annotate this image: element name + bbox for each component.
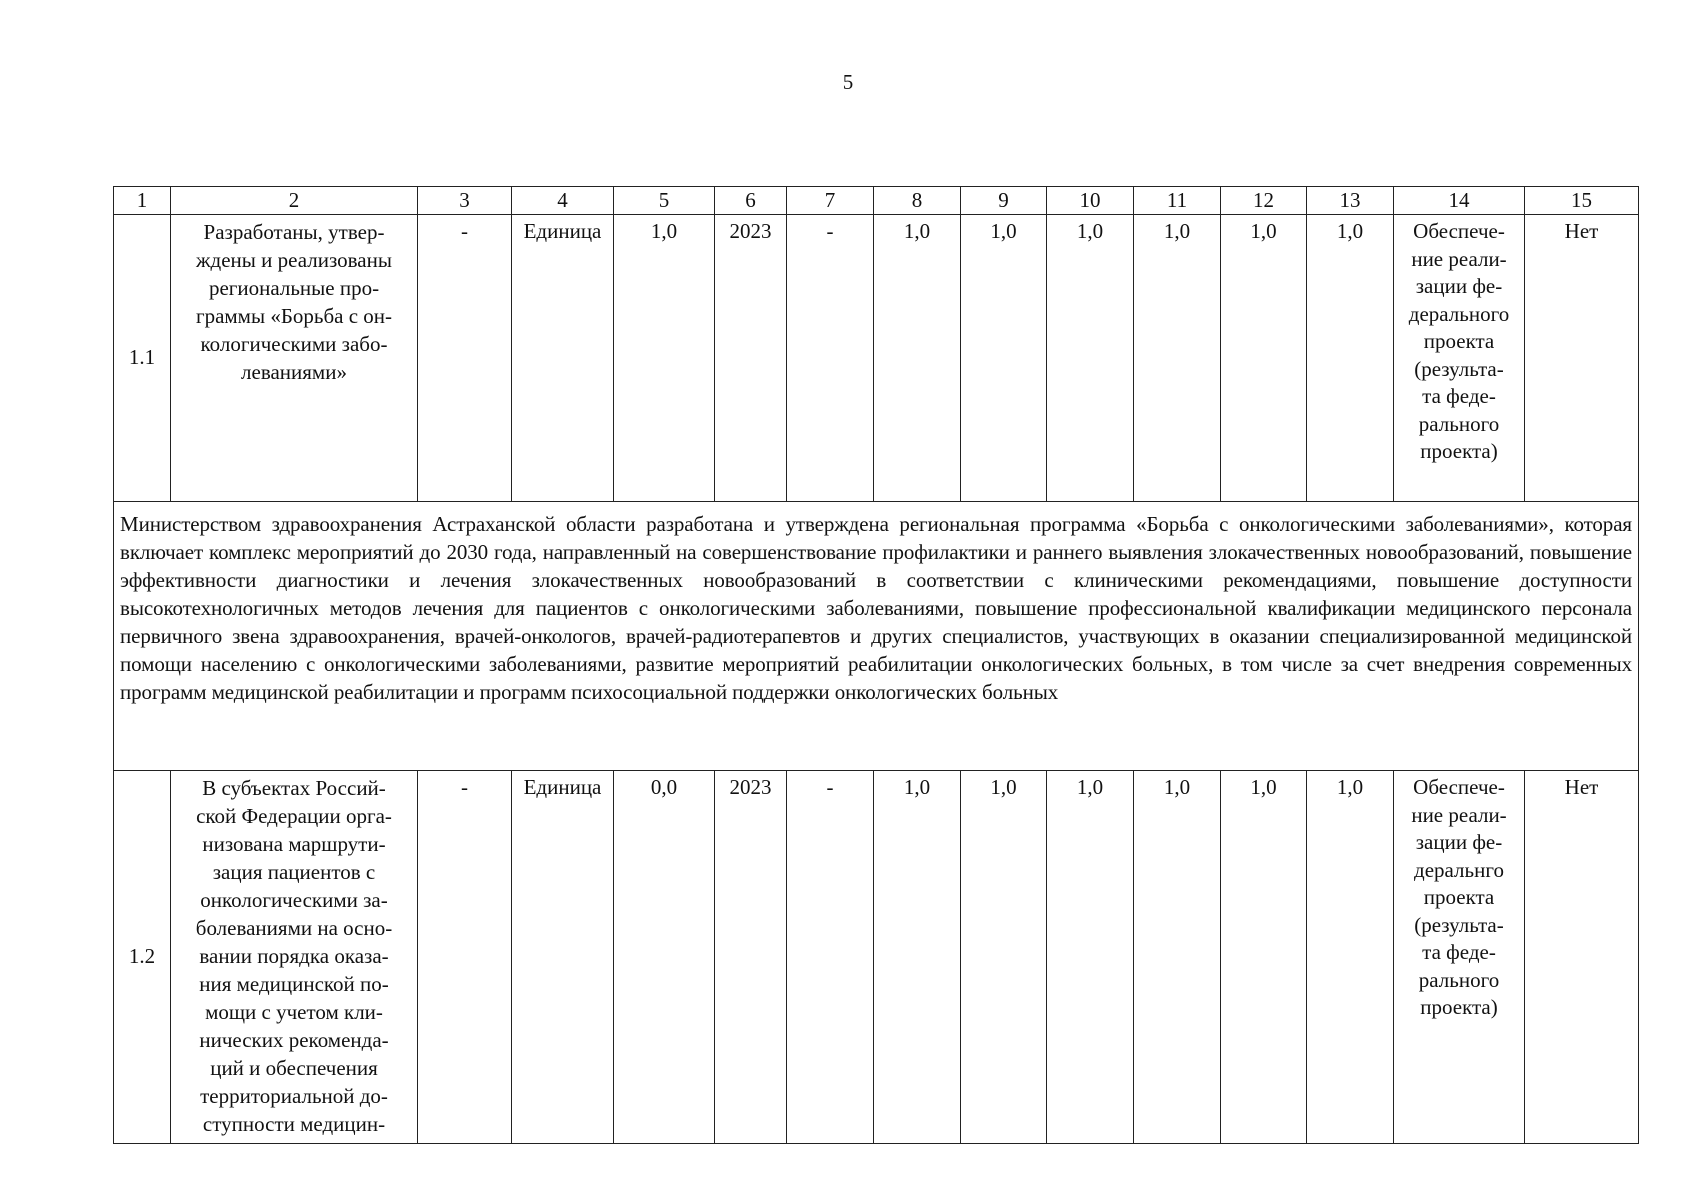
value-cell: 1,0 — [1134, 771, 1221, 1144]
unit-cell: Единица — [512, 771, 614, 1144]
table-cell: - — [787, 771, 874, 1144]
header-cell: 3 — [418, 187, 512, 215]
header-cell: 13 — [1307, 187, 1394, 215]
value-cell: 1,0 — [1307, 215, 1394, 502]
table-row-description — [114, 502, 1639, 771]
value-cell: 1,0 — [874, 771, 961, 1144]
header-cell: 1 — [114, 187, 171, 215]
value-cell: 1,0 — [1047, 215, 1134, 502]
value-cell: 1,0 — [1221, 771, 1307, 1144]
base-year-cell: 2023 — [715, 215, 787, 502]
header-cell: 2 — [171, 187, 418, 215]
header-cell: 7 — [787, 187, 874, 215]
value-cell: 1,0 — [961, 771, 1047, 1144]
header-cell: 12 — [1221, 187, 1307, 215]
result-type-cell: Обеспече- ние реали- зации фе- дерального проекта (результа- та феде- рального проекта) — [1394, 215, 1525, 502]
indicator-name: Разработаны, утвер- ждены и реализованы региональные про- граммы «Борьба с он- кологическими забо- леваниями» — [171, 215, 418, 502]
header-cell: 5 — [614, 187, 715, 215]
value-cell: 1,0 — [1134, 215, 1221, 502]
indicators-table — [113, 186, 1639, 1144]
table-cell: Нет — [1525, 215, 1639, 502]
value-cell: 1,0 — [1221, 215, 1307, 502]
row-number: 1.2 — [114, 771, 171, 1144]
page-number: 5 — [842, 70, 854, 94]
unit-cell: Единица — [512, 215, 614, 502]
header-cell: 15 — [1525, 187, 1639, 215]
header-cell: 11 — [1134, 187, 1221, 215]
header-cell: 4 — [512, 187, 614, 215]
header-cell: 8 — [874, 187, 961, 215]
header-cell: 14 — [1394, 187, 1525, 215]
value-cell: 1,0 — [1047, 771, 1134, 1144]
table-row-1-1 — [114, 215, 1639, 502]
value-cell: 1,0 — [1307, 771, 1394, 1144]
table-row-1-2 — [114, 771, 1639, 1144]
table-cell: Нет — [1525, 771, 1639, 1144]
header-cell: 10 — [1047, 187, 1134, 215]
description-cell: Министерством здравоохранения Астраханской области разработана и утверждена региональная программа «Борьба с онкологическими заболеваниями», которая включает комплекс мероприятий до 2030 года, направленный на совершенствование профилактики и раннего выявления злокачественных новообразований, повышение эффективности диагностики и лечения злокачественных новообразований в соответствии с клиническими рекомендациями, повышение доступности высокотехнологичных методов лечения для пациентов с онкологическими заболеваниями, повышение профессиональной квалификации медицинского персонала первичного звена здравоохранения, врачей-онкологов, врачей-радиотерапевтов и других специалистов, участвующих в оказании специализированной медицинской помощи населению с онкологическими заболеваниями, развитие мероприятий реабилитации онкологических больных, в том числе за счет внедрения современных программ медицинской реабилитации и программ психосоциальной поддержки онкологических больных — [114, 502, 1639, 771]
header-cell: 6 — [715, 187, 787, 215]
table-cell: - — [418, 771, 512, 1144]
value-cell: 1,0 — [874, 215, 961, 502]
value-cell: 1,0 — [961, 215, 1047, 502]
base-year-cell: 2023 — [715, 771, 787, 1144]
table-cell: - — [787, 215, 874, 502]
table-header-row — [114, 187, 1639, 215]
table-cell: - — [418, 215, 512, 502]
result-type-cell: Обеспече- ние реали- зации фе- деральнго проекта (результа- та феде- рального проекта) — [1394, 771, 1525, 1144]
row-number: 1.1 — [114, 215, 171, 502]
header-cell: 9 — [961, 187, 1047, 215]
base-value-cell: 1,0 — [614, 215, 715, 502]
indicator-name: В субъектах Россий- ской Федерации орга- низована маршрути- зация пациентов с онкологическими за- болеваниями на осно- вании порядка оказа- ния медицинской по- мощи с учетом кли- нических рекоменда- ций и обеспечения территориальной до- ступности медицин- — [171, 771, 418, 1144]
base-value-cell: 0,0 — [614, 771, 715, 1144]
